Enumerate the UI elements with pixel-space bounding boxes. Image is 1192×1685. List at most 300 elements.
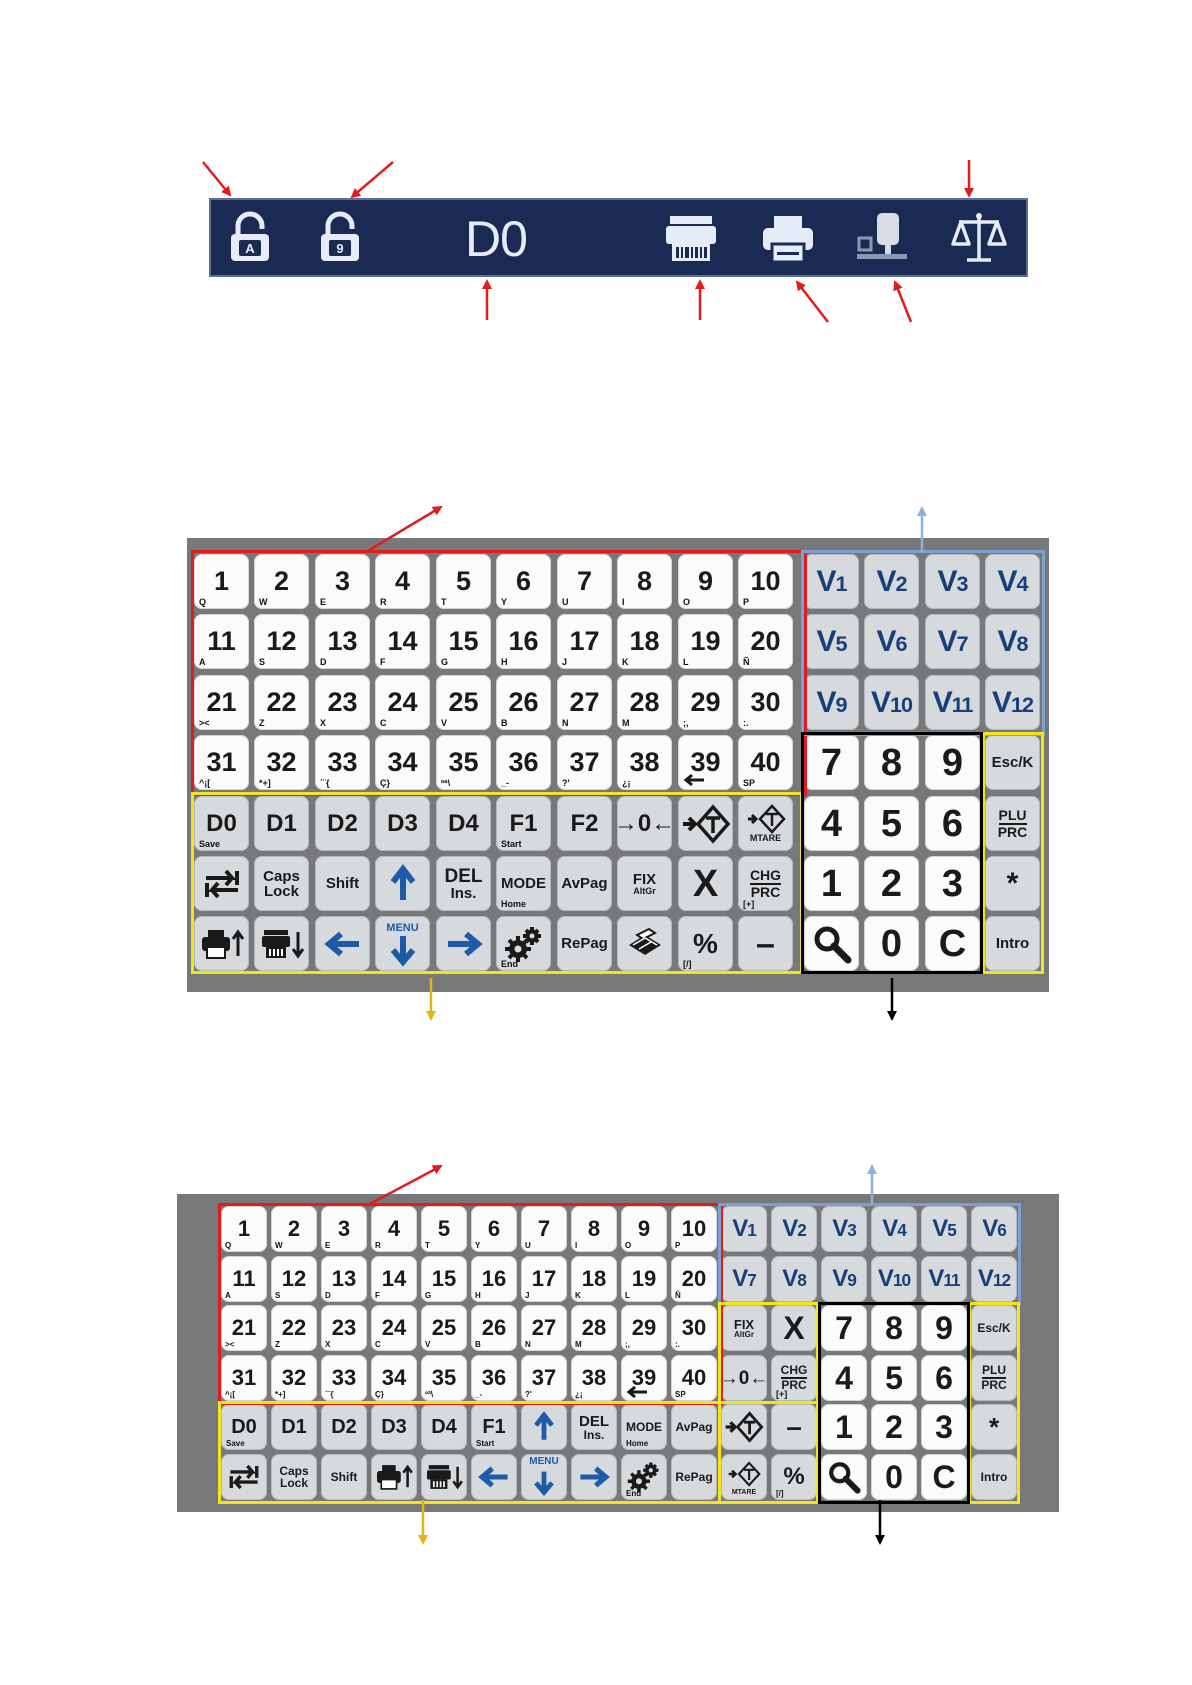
key-sublabel: X [325,1340,331,1349]
v-key-text [978,1265,1010,1293]
number-key-39[interactable] [678,735,733,790]
kb2-number-key-19[interactable] [621,1256,667,1302]
number-key-20[interactable] [738,614,793,669]
right-key[interactable] [436,916,491,971]
number-key-35[interactable] [436,735,491,790]
kb2-numpad-key-3[interactable] [921,1404,967,1450]
numpad-digit: 2 [880,862,903,905]
number-key-14[interactable] [375,614,430,669]
kb2-number-key-13[interactable] [321,1256,367,1302]
key-number: 40 [750,747,781,777]
key-number: 30 [681,1315,707,1340]
numpad-key-3[interactable] [925,856,980,911]
key-sublabel: H [501,657,508,667]
kb2-number-key-22[interactable] [271,1305,317,1351]
kb2-number-key-24[interactable] [371,1305,417,1351]
kb2-mode-key[interactable] [621,1404,667,1450]
kb2-number-key-17[interactable] [521,1256,567,1302]
kb2-number-key-16[interactable] [471,1256,517,1302]
key-number: 5 [437,1216,451,1241]
kb2-number-key-21[interactable] [221,1305,267,1351]
v-key-text [876,565,906,599]
up-key[interactable] [375,856,430,911]
kb2-number-key-34[interactable] [371,1355,417,1401]
kb2-zero-key[interactable] [721,1355,767,1401]
numpad-digit: 6 [941,802,964,845]
print-down-key[interactable] [254,916,309,971]
kb2-number-key-4[interactable] [371,1206,417,1252]
numpad-digit: 9 [935,1310,953,1346]
mtare-icon [727,1461,761,1487]
d2-label: D2 [327,809,358,837]
numpad-key-8[interactable] [864,735,919,790]
kb2-numpad-key-8[interactable] [871,1305,917,1351]
number-key-29[interactable] [678,675,733,730]
numpad-key-9[interactable] [925,735,980,790]
v-key-text [928,1265,959,1293]
minus-key[interactable] [738,916,793,971]
kb2-number-key-38[interactable] [571,1355,617,1401]
key-number: 8 [587,1216,601,1241]
shift-key[interactable] [315,856,370,911]
d2-key[interactable] [315,796,370,851]
ticket-feed-icon [625,929,665,959]
key-number: 17 [569,626,600,656]
kb2-number-key-18[interactable] [571,1256,617,1302]
key-number: 32 [281,1365,307,1390]
kb2-number-key-23[interactable] [321,1305,367,1351]
f1-key[interactable] [496,796,551,851]
number-key-9[interactable] [678,554,733,609]
number-key-37[interactable] [557,735,612,790]
number-key-12[interactable] [254,614,309,669]
kb2-number-key-35[interactable] [421,1355,467,1401]
kb2-minus-key[interactable] [771,1404,817,1450]
kb2-d4-key[interactable] [421,1404,467,1450]
percent-label: % [783,1463,805,1490]
kb2-number-key-6[interactable] [471,1206,517,1252]
d3-label: D3 [387,809,418,837]
number-key-17[interactable] [557,614,612,669]
kb2-number-key-2[interactable] [271,1206,317,1252]
kb2-v-key-12[interactable] [971,1256,1017,1302]
v-key-text [782,1215,806,1243]
key-sublabel: V [425,1340,431,1349]
key-number: 9 [637,1216,651,1241]
kb2-v-key-11[interactable] [921,1256,967,1302]
kb2-d2-key[interactable] [321,1404,367,1450]
key-number: 18 [581,1266,607,1291]
key-sublabel: C [380,718,387,728]
key-number: 16 [508,626,539,656]
v-key-8[interactable] [985,614,1040,669]
kb2-intro-key[interactable] [971,1454,1017,1500]
key-number: 35 [448,747,479,777]
key-number: 10 [681,1216,707,1241]
number-key-4[interactable] [375,554,430,609]
kb2-numpad-key-C[interactable] [921,1454,967,1500]
kb2-d3-key[interactable] [371,1404,417,1450]
key-number: 14 [387,626,418,656]
kb2-numpad-key-9[interactable] [921,1305,967,1351]
del-key[interactable] [436,856,491,911]
print-up-key[interactable] [194,916,249,971]
kb2-number-key-26[interactable] [471,1305,517,1351]
arrow-down-icon [534,1470,555,1494]
mode-key[interactable] [496,856,551,911]
key-number: 26 [508,687,539,717]
fraction-top: CHG [749,866,782,883]
menu-down-key[interactable] [375,916,430,971]
number-key-11[interactable] [194,614,249,669]
fix-key[interactable] [617,856,672,911]
v-number: 11 [951,691,973,717]
kb2-number-key-14[interactable] [371,1256,417,1302]
arrow-up-icon [390,866,416,902]
number-key-23[interactable] [315,675,370,730]
kb2-right-key[interactable] [571,1454,617,1500]
kb2-print-up-key[interactable] [371,1454,417,1500]
fraction-label [750,868,781,899]
numpad-key-6[interactable] [925,796,980,851]
kb2-esc-key[interactable] [971,1305,1017,1351]
key-sublabel: O [625,1241,632,1250]
v-key-text [871,686,912,720]
kb2-avpag-key[interactable] [671,1404,717,1450]
v-key-6[interactable] [864,614,919,669]
key-sublabel: F [375,1291,380,1300]
numpad-key-7[interactable] [804,735,859,790]
kb2-number-key-9[interactable] [621,1206,667,1252]
intro-key[interactable] [985,916,1040,971]
d4-label: D4 [448,809,479,837]
percent-label: % [693,927,718,959]
arrow-lock-9 [352,162,393,197]
f1-label: F1 [509,809,538,837]
v-letter: V [732,1215,748,1242]
key-sublabel: >< [225,1340,235,1349]
x-label: X [783,1310,805,1346]
tare-icon [681,804,731,844]
zero-key[interactable] [613,796,676,851]
key-number: 10 [750,566,781,596]
kb2-percent-key[interactable] [771,1454,817,1500]
v-number: 3 [847,1220,856,1240]
numpad-key-0[interactable] [864,916,919,971]
number-key-25[interactable] [436,675,491,730]
numpad-key-5[interactable] [864,796,919,851]
number-key-15[interactable] [436,614,491,669]
key-number: 4 [394,566,411,596]
start-sublabel: Start [476,1439,495,1448]
kb2-number-key-32[interactable] [271,1355,317,1401]
number-key-31[interactable] [194,735,249,790]
number-key-6[interactable] [496,554,551,609]
key-number: 36 [481,1365,507,1390]
repag-key[interactable] [557,916,612,971]
kb2-repag-key[interactable] [671,1454,717,1500]
number-key-1[interactable] [194,554,249,609]
kb2-number-key-30[interactable] [671,1305,717,1351]
home-sublabel: Home [626,1439,649,1448]
print-down-icon [425,1463,462,1490]
v-key-12[interactable] [985,675,1040,730]
kb2-number-key-8[interactable] [571,1206,617,1252]
kb2-v-key-5[interactable] [921,1206,967,1252]
kb2-number-key-33[interactable] [321,1355,367,1401]
repag-label: RePag [561,935,608,952]
kb2-caps-lock-key[interactable] [271,1454,317,1500]
kb2-numpad-key-4[interactable] [821,1355,867,1401]
kb2-number-key-39[interactable] [621,1355,667,1401]
v-key-11[interactable] [925,675,980,730]
kb2-number-key-7[interactable] [521,1206,567,1252]
swap-key[interactable] [194,856,249,911]
key-number: 21 [231,1315,257,1340]
kb2-number-key-20[interactable] [671,1256,717,1302]
d1-key[interactable] [254,796,309,851]
numpad-key-4[interactable] [804,796,859,851]
mtare-key[interactable] [738,796,793,851]
esc-key[interactable] [985,735,1040,790]
v-number: 5 [835,630,847,656]
number-key-24[interactable] [375,675,430,730]
kb2-del-key[interactable] [571,1404,617,1450]
left-key[interactable] [315,916,370,971]
percent-key[interactable] [678,916,733,971]
multiply-key[interactable] [985,856,1040,911]
key-number: 12 [281,1266,307,1291]
kb2-number-key-12[interactable] [271,1256,317,1302]
lock-label: Lock [263,882,299,900]
ins-label: Ins. [450,884,477,902]
kb2-mtare-key[interactable] [721,1454,767,1500]
number-key-26[interactable] [496,675,551,730]
v-key-5[interactable] [804,614,859,669]
plu-prc-key[interactable] [985,796,1040,851]
kb2-number-key-11[interactable] [221,1256,267,1302]
kb2-number-key-1[interactable] [221,1206,267,1252]
kb2-gear-key[interactable] [621,1454,667,1500]
avpag-key[interactable] [557,856,612,911]
v-key-3[interactable] [925,554,980,609]
number-key-10[interactable] [738,554,793,609]
numpad-key-2[interactable] [864,856,919,911]
kb2-d0-key[interactable] [221,1404,267,1450]
d4-key[interactable] [436,796,491,851]
key-number: 40 [681,1365,707,1390]
kb2-v-key-3[interactable] [821,1206,867,1252]
numpad-key-C[interactable] [925,916,980,971]
kb2-numpad-key-0[interactable] [871,1454,917,1500]
v-key-10[interactable] [864,675,919,730]
v-key-2[interactable] [864,554,919,609]
v-number: 4 [897,1220,906,1240]
kb2-v-key-10[interactable] [871,1256,917,1302]
end-sublabel: End [501,959,518,969]
number-key-21[interactable] [194,675,249,730]
key-sublabel: S [259,657,266,667]
v-letter: V [782,1265,798,1292]
key-sublabel: L [625,1291,630,1300]
key-sublabel: Q [225,1241,232,1250]
network-scale-icon [855,210,909,264]
v-key-text [937,565,967,599]
kb2-v-key-6[interactable] [971,1206,1017,1252]
shift-label: Shift [325,875,360,892]
v-letter: V [876,624,896,658]
key-number: 2 [273,566,290,596]
kb2-left-key[interactable] [471,1454,517,1500]
v-number: 8 [1016,630,1028,656]
kb2-numpad-key-6[interactable] [921,1355,967,1401]
kb2-numpad-key-5[interactable] [871,1355,917,1401]
kb2-numpad-key-7[interactable] [821,1305,867,1351]
number-key-16[interactable] [496,614,551,669]
kb2-number-key-28[interactable] [571,1305,617,1351]
gear-key[interactable] [496,916,551,971]
mtare-icon [746,804,786,834]
print-up-icon [375,1463,412,1490]
kb2-number-key-3[interactable] [321,1206,367,1252]
d0-key[interactable] [194,796,249,851]
current-keyboard-label: D0 [465,211,527,267]
number-key-28[interactable] [617,675,672,730]
number-key-18[interactable] [617,614,672,669]
key-number: 22 [266,687,297,717]
number-key-40[interactable] [738,735,793,790]
kb2-search-key[interactable] [821,1454,867,1500]
number-key-3[interactable] [315,554,370,609]
v-letter: V [932,1215,948,1242]
key-number: 2 [287,1216,301,1241]
number-key-27[interactable] [557,675,612,730]
ticket-feed-key[interactable] [617,916,672,971]
kb2-x-key[interactable] [771,1305,817,1351]
number-key-32[interactable] [254,735,309,790]
x-key[interactable] [678,856,733,911]
kb2-number-key-29[interactable] [621,1305,667,1351]
kb2-f1-key[interactable] [471,1404,517,1450]
key-sublabel: D [320,657,327,667]
d3-key[interactable] [375,796,430,851]
number-key-36[interactable] [496,735,551,790]
kb2-plu-prc-key[interactable] [971,1355,1017,1401]
number-key-13[interactable] [315,614,370,669]
number-key-8[interactable] [617,554,672,609]
kb2-number-key-10[interactable] [671,1206,717,1252]
number-key-2[interactable] [254,554,309,609]
v-number: 6 [895,630,907,656]
kb2-v-key-7[interactable] [721,1256,767,1302]
v-letter: V [832,1215,848,1242]
v-number: 7 [747,1270,756,1290]
kb2-v-key-8[interactable] [771,1256,817,1302]
kb2-multiply-key[interactable] [971,1404,1017,1450]
kb2-v-key-4[interactable] [871,1206,917,1252]
kb2-tare-key[interactable] [721,1404,767,1450]
numpad-digit: 4 [820,802,843,845]
key-sublabel: ^¡[ [225,1390,235,1399]
kb2-numpad-key-2[interactable] [871,1404,917,1450]
kb2-numpad-key-1[interactable] [821,1404,867,1450]
v-key-9[interactable] [804,675,859,730]
key-number: 28 [581,1315,607,1340]
kb2-shift-key[interactable] [321,1454,367,1500]
v-number: 9 [847,1270,856,1290]
kb2-number-key-40[interactable] [671,1355,717,1401]
lock-label: Lock [279,1476,308,1490]
zero-label: →0← [719,1367,769,1389]
kb2-number-key-15[interactable] [421,1256,467,1302]
v-key-text [878,1265,910,1293]
numpad-key-1[interactable] [804,856,859,911]
kb2-number-key-5[interactable] [421,1206,467,1252]
v-number: 3 [956,570,968,596]
keyboard-layout-2 [177,1194,1059,1512]
kb2-v-key-2[interactable] [771,1206,817,1252]
d0-label: D0 [206,809,237,837]
number-key-7[interactable] [557,554,612,609]
kb2-number-key-25[interactable] [421,1305,467,1351]
kb2-chg-prc-key[interactable] [771,1355,817,1401]
v-key-text [992,686,1033,720]
minus-label: – [756,924,775,963]
kb2-number-key-36[interactable] [471,1355,517,1401]
search-key[interactable] [804,916,859,971]
kb2-number-key-27[interactable] [521,1305,567,1351]
key-sublabel: W [275,1241,283,1250]
number-key-19[interactable] [678,614,733,669]
kb2-menu-down-key[interactable] [521,1454,567,1500]
kb2-d1-key[interactable] [271,1404,317,1450]
kb2-swap-key[interactable] [221,1454,267,1500]
chg-prc-key[interactable] [738,856,793,911]
kb2-print-down-key[interactable] [421,1454,467,1500]
number-key-5[interactable] [436,554,491,609]
kb2-number-key-37[interactable] [521,1355,567,1401]
kb2-v-key-1[interactable] [721,1206,767,1252]
caps-label: Caps [263,867,300,885]
number-key-33[interactable] [315,735,370,790]
kb2-v-key-9[interactable] [821,1256,867,1302]
kb2-number-key-31[interactable] [221,1355,267,1401]
v-key-4[interactable] [985,554,1040,609]
kb2-up-key[interactable] [521,1404,567,1450]
key-number: 27 [531,1315,557,1340]
v-key-1[interactable] [804,554,859,609]
number-key-30[interactable] [738,675,793,730]
number-key-34[interactable] [375,735,430,790]
key-sublabel: P [743,597,750,607]
number-key-22[interactable] [254,675,309,730]
number-key-38[interactable] [617,735,672,790]
caps-lock-key[interactable] [254,856,309,911]
repag-label: RePag [675,1470,713,1484]
key-number: 15 [448,626,479,656]
esc-label: Esc/K [991,754,1034,771]
fix-label: FIX [632,870,657,888]
key-number: 1 [213,566,230,596]
ins-label: Ins. [583,1427,605,1442]
tare-key[interactable] [678,796,733,851]
kb2-fix-key[interactable] [721,1305,767,1351]
v-letter: V [937,564,957,598]
key-number: 6 [487,1216,501,1241]
v-key-7[interactable] [925,614,980,669]
f2-key[interactable] [557,796,612,851]
key-sublabel: O [683,597,691,607]
